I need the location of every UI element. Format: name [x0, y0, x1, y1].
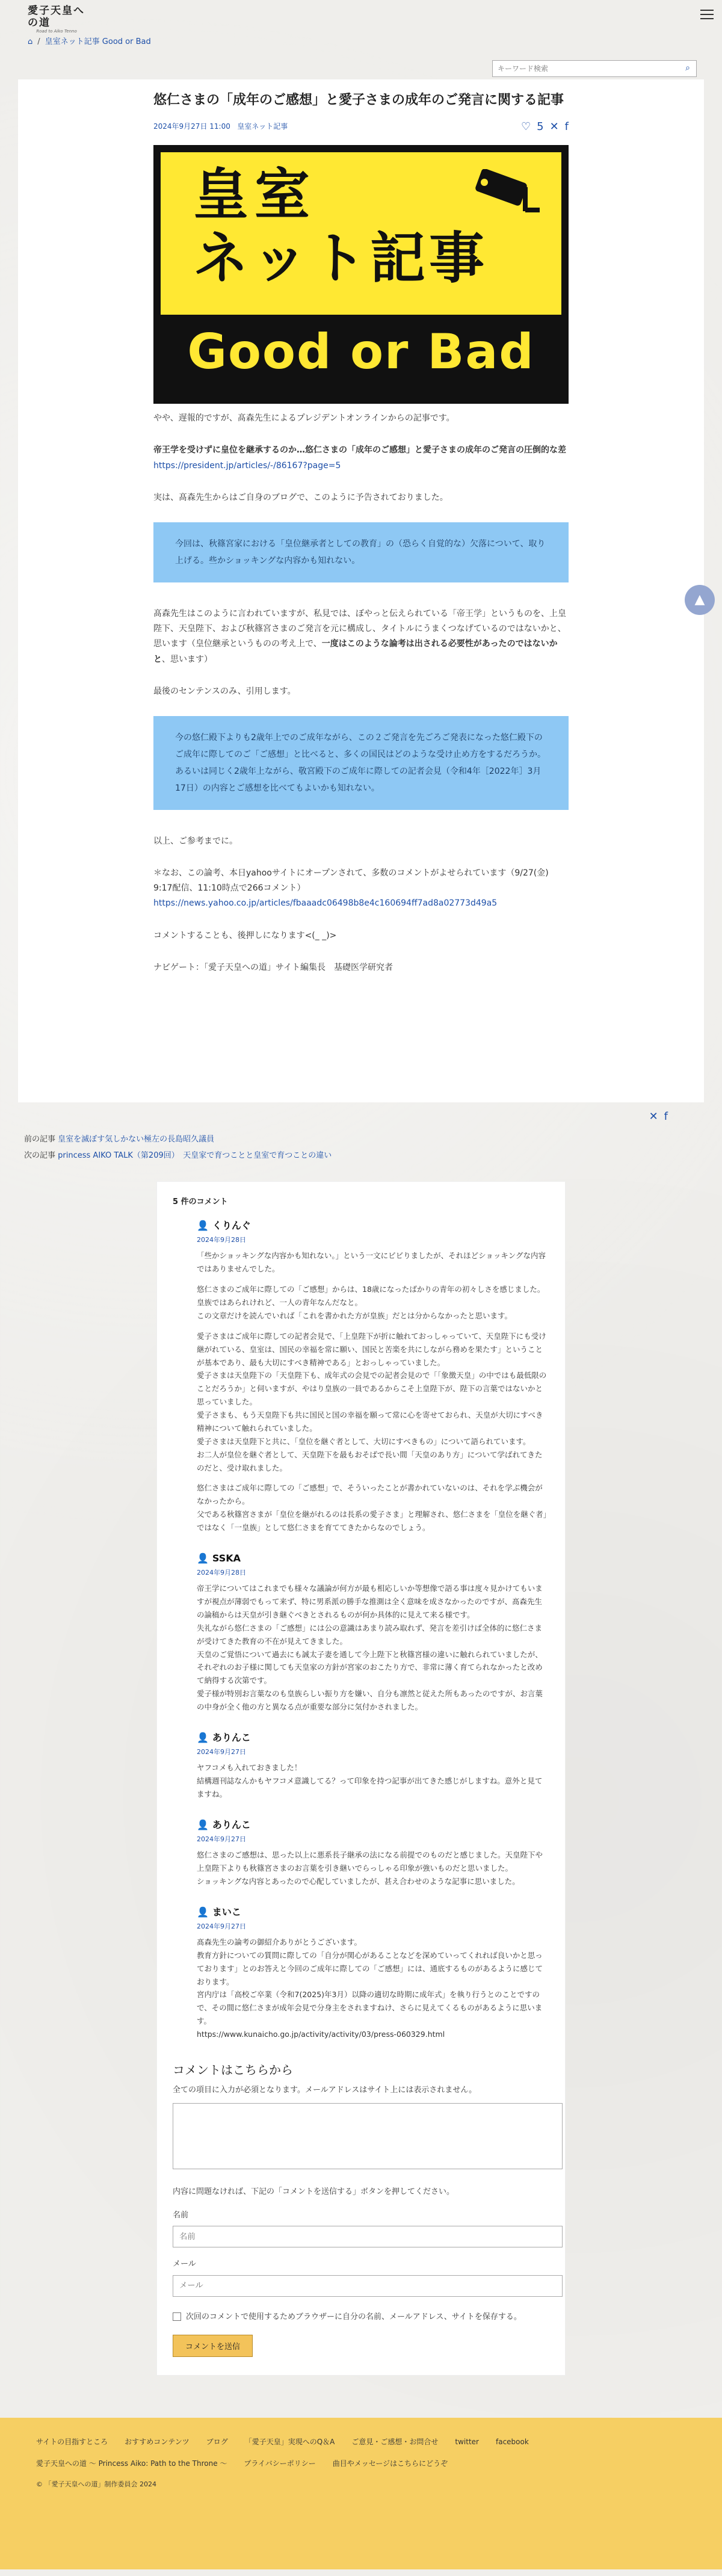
- post-category[interactable]: 皇室ネット記事: [237, 122, 288, 131]
- user-icon: 👤: [197, 1220, 209, 1232]
- president-link[interactable]: https://president.jp/articles/-/86167?page=5: [153, 460, 341, 471]
- copyright: © 「愛子天皇への道」制作委員会 2024: [36, 2480, 156, 2489]
- eyecatch-line1: 皇室: [193, 162, 316, 227]
- camera-icon: [471, 169, 543, 217]
- twitter-icon[interactable]: ✕: [649, 1110, 658, 1123]
- comment-author: 👤 まいこ: [197, 1904, 549, 1921]
- facebook-icon[interactable]: f: [564, 120, 569, 133]
- logo-title: 愛子天皇への道: [28, 5, 85, 29]
- comment-author: 👤 ありんこ: [197, 1729, 549, 1746]
- user-icon: 👤: [197, 1731, 209, 1743]
- comment-date[interactable]: 2024年9月27日: [197, 1747, 246, 1756]
- comment-author: 👤 くりんぐ: [197, 1217, 549, 1234]
- footer-link[interactable]: サイトの目指すところ: [36, 2438, 108, 2447]
- share-icons: [521, 117, 569, 137]
- footer-links-secondary: [36, 2457, 698, 2471]
- prev-post-link[interactable]: 皇室を滅ぼす気しかない極左の長島昭久議員: [58, 1135, 215, 1144]
- search-icon[interactable]: ⌕: [685, 63, 690, 73]
- comment-textarea[interactable]: [173, 2103, 563, 2169]
- comments-list: [173, 1217, 549, 2041]
- comment-text: 悠仁さまのご感想は、思った以上に悪系長子継承の法になる前提でのものだと感じました。天皇陛下や上皇陛下よりも秋篠宮さまのお言葉を引き継いでらっしゃる印象が強いものだと思いました。 ショッキングな内容とあったので心配していましたが、甚え合わせのような記事に思いました。: [197, 1850, 543, 1886]
- post-navigation: [24, 1132, 722, 1163]
- paragraph: やや、遅報的ですが、髙森先生によるプレジデントオンラインからの記事です。: [153, 413, 455, 424]
- comment: [197, 1729, 549, 1801]
- footer-link[interactable]: プライバシーポリシー: [244, 2459, 316, 2468]
- reply-note: 全ての項目に入力が必須となります。メールアドレスはサイト上には表示されません。: [173, 2085, 477, 2095]
- eyecatch-image: [153, 145, 569, 404]
- bottom-share-icons: [649, 1107, 668, 1126]
- comment-text: 悠仁さまはご成年に際しての「ご感想」で、そういったことが書かれていないのは、それを学ぶ機会がなかったから。 父である秋篠宮さまが「皇位を継がれるのは長系の愛子さま」と理解され、悠仁さまを「皇位を継ぐ者」ではなく「一皇族」として悠仁さまを育ててきたからなのでしょう。: [197, 1483, 548, 1533]
- paragraph: 実は、髙森先生からはご自身のブログで、このように予告されておりました。: [153, 492, 448, 502]
- comment-text: 愛子さまはご成年に際しての記者会見で、「上皇陛下が折に触れておっしゃっていて、天皇陛下にも受け継がれている、皇室は、国民の幸福を常に願い、国民と苦楽を共にしながら務めを果たす」ということが基本であり、最も大切にすべき精神である」とおっしゃっていました。 愛子さまは天皇陛下の「天皇陛下も、成年式の会見での記者会見ので「「象徴天皇」の中ではも最低限のことだろうか」と伺いますが、やはり皇族の一員であるからこそ上皇陛下が、陛下の言葉ではないかと思っていました。 愛子さまも、もう天皇陛下も共に国民と国の幸福を願って常に心を寄せておられ、天皇が大切にすべき精神について触れられていました。 愛子さまは天皇陛下と共に、「皇位を継ぐ者として、大切にすべきもの」について語られています。 お二人が皇位を継ぐ者として、天皇陛下を最もおそばで長い間「天皇のあり方」について学ばれてきたのだと、受け取れました。: [197, 1331, 547, 1472]
- quote-box: 今の悠仁殿下よりも2歳年上でのご成年ながら、この２ご発言を先ごろご発表になった悠仁殿下のご成年に際してのご「ご感想」と比べると、多くの国民はどのような受け止め方をするだろうか。あるいは同じく2歳年上ながら、敬宮殿下のご成年に際しての記者会見（令和4年［2022年］3月17日）の内容とご感想を比べてもよいかも知れない。: [153, 716, 569, 810]
- next-label: 次の記事: [24, 1151, 56, 1161]
- comment-text: 「些かショッキングな内容かも知れない。」という一文にビビりましたが、それほどショッキングな内容ではありませんでした。: [197, 1251, 546, 1274]
- comment-date[interactable]: 2024年9月27日: [197, 1835, 246, 1843]
- comment-text: 髙森先生の論考の御紹介ありがとうございます。 教育方針についての質問に際しての「自分が関心があることなどを深めていってくれれば良いかと思っております」とのお答えと今回のご成年に際しての「ご感想」には、通底するものがあるように感じております。 宮内庁は「高校ご卒業（令和7(2025)年3月）以降の適切な時期に成年式」を執り行うとのことですので、その間に悠仁さまが成年会見で分身主をされますねけ、さらに見えてくるものがあるように思います。 https://www.kunaicho.go.jp/activity/activity/03/press-060329.html: [197, 1937, 543, 2039]
- post-date: 2024年9月27日 11:00: [153, 122, 230, 131]
- site-header: [0, 0, 722, 46]
- save-info-label: 次回のコメントで使用するためブラウザーに自分の名前、メールアドレス、サイトを保存する。: [186, 2312, 522, 2321]
- site-footer: [0, 2418, 722, 2569]
- email-input[interactable]: [173, 2275, 563, 2297]
- article: [18, 79, 705, 1123]
- footer-link[interactable]: 「愛子天皇」実現へのQ＆A: [244, 2438, 335, 2447]
- comment-date[interactable]: 2024年9月27日: [197, 1922, 246, 1930]
- comment: [197, 1817, 549, 1888]
- facebook-icon[interactable]: f: [664, 1110, 668, 1123]
- like-count: 5: [537, 120, 544, 133]
- comment-date[interactable]: 2024年9月28日: [197, 1236, 246, 1244]
- footer-links: [36, 2436, 698, 2449]
- submit-comment-button[interactable]: コメントを送信: [173, 2335, 253, 2357]
- paragraph: コメントすることも、後押しになります<(_ _)>: [153, 930, 337, 941]
- post-body: [153, 411, 569, 975]
- eyecatch-line2: ネット記事: [193, 226, 489, 291]
- twitter-icon[interactable]: ✕: [549, 120, 559, 133]
- quote-box: 今回は、秋篠宮家における「皇位継承者としての教育」の（恐らく自覚的な）欠落について、取り上げる。些かショッキングな内容かも知れない。: [153, 522, 569, 582]
- save-info-checkbox[interactable]: [173, 2312, 181, 2321]
- yahoo-link[interactable]: https://news.yahoo.co.jp/articles/fbaaadc06498b8e4c160694ff7ad8a02773d49a5: [153, 898, 498, 909]
- comment-text: 悠仁さまのご成年に際しての「ご感想」からは、18歳になったばかりの青年の初々しさを感じました。 皇族ではあられけれど、一人の青年なんだなと。 この文章だけを読んでいれば「これを書かれた方が皇族」だとは分からなかったと思います。: [197, 1285, 545, 1320]
- paragraph: 最後のセンテンスのみ、引用します。: [153, 686, 296, 696]
- site-logo[interactable]: [28, 5, 85, 34]
- post-meta: [153, 117, 569, 137]
- home-icon[interactable]: ⌂: [28, 37, 33, 46]
- name-input[interactable]: [173, 2226, 563, 2247]
- footer-link[interactable]: 愛子天皇への道 〜 Princess Aiko: Path to the Throne 〜: [36, 2459, 227, 2468]
- email-label: メール: [173, 2259, 196, 2269]
- scroll-top-button[interactable]: ▲: [685, 585, 715, 615]
- search-input[interactable]: [493, 61, 679, 76]
- paragraph: 以上、ご参考までに。: [153, 836, 238, 846]
- footer-link[interactable]: facebook: [495, 2438, 529, 2447]
- search-box: [492, 60, 697, 77]
- paragraph: ナビゲート：「愛子天皇への道」サイト編集長 基礎医学研究者: [153, 962, 393, 972]
- comment: [197, 1217, 549, 1534]
- comments-count: 5 件のコメント: [173, 1197, 228, 1206]
- comments-section: [156, 1181, 566, 2376]
- footer-link[interactable]: おすすめコンテンツ: [125, 2438, 190, 2447]
- paragraph: 髙森先生はこのように言われていますが、私見では、ぼやっと伝えられている「帝王学」というものを、上皇陛下、天皇陛下、および秋篠宮さまのご発言を元に構成し、タイトルにうまくつなげているのではないかと、思います（皇位継承というものの考え上で、一度はこのような論考は出される必要性があったのではないかと、思います）: [153, 608, 566, 664]
- logo-subtitle: Road to Aiko Tenno: [36, 28, 77, 34]
- comment-author: 👤 ありんこ: [197, 1817, 549, 1833]
- footer-link[interactable]: ブログ: [206, 2438, 228, 2447]
- comment-author: 👤 SSKA: [197, 1550, 549, 1567]
- footer-link[interactable]: ご意見・ご感想・お問合せ: [351, 2438, 439, 2447]
- breadcrumb-current[interactable]: 皇室ネット記事 Good or Bad: [45, 37, 151, 46]
- search-row: [0, 28, 722, 79]
- eyecatch-bottom-text: Good or Bad: [187, 324, 535, 380]
- user-icon: 👤: [197, 1906, 209, 1918]
- comment: [197, 1550, 549, 1714]
- comment-text: ヤフコメも入れておきました！ 結構週刊誌なんかもヤフコメ意識してる？って印象を持つ記事が出てきた感じがしますね。意外と見てますね。: [197, 1763, 543, 1799]
- prev-label: 前の記事: [24, 1135, 56, 1144]
- comment: [197, 1904, 549, 2041]
- breadcrumb-separator: /: [37, 37, 40, 46]
- article-headline: 帝王学を受けずに皇位を継承するのか…悠仁さまの「成年のご感想」と愛子さまの成年のご発言の圧倒的な差: [153, 445, 566, 456]
- confirm-note: 内容に問題なければ、下記の「コメントを送信する」ボタンを押してください。: [173, 2187, 455, 2196]
- name-label: 名前: [173, 2210, 189, 2220]
- like-icon[interactable]: ♡: [520, 120, 531, 133]
- user-icon: 👤: [197, 1552, 209, 1564]
- reply-form: [173, 2059, 549, 2357]
- comment-date[interactable]: 2024年9月28日: [197, 1568, 246, 1577]
- user-icon: 👤: [197, 1818, 209, 1830]
- paragraph: ＊なお、この論考、本日yahooサイトにオープンされて、多数のコメントがよせられています（9/27(金) 9:17配信、11:10時点で266コメント）: [153, 868, 549, 894]
- footer-link[interactable]: 曲目やメッセージはこちらにどうぞ: [332, 2459, 448, 2468]
- footer-link[interactable]: twitter: [455, 2438, 479, 2447]
- post-title: 悠仁さまの「成年のご感想」と愛子さまの成年のご発言に関する記事: [153, 93, 564, 108]
- menu-icon[interactable]: [700, 10, 714, 20]
- save-info-row: [173, 2310, 563, 2324]
- comment-text: 帝王学についてはこれまでも様々な議論が何方が最も相応しいか等想像で語る事は度々見かけてもいますが視点が薄弱でもって来ず、特に男系派の勝手な推測は全く意味を成さなかったのですが、髙森先生の論稿からは天皇が引き継ぐべきとされるものが何か具体的に見えて来る様です。 失礼ながら悠仁さまの「ご感想」には公の意識はあまり読み取れず、発言を差引けば全体的に悠仁さまが受けてきた教育の不在が見えてきました。 天皇のご覚悟について過去にも誠太子妻を通して今上陛下と秋篠宮様の違いに触れられていましたが、それぞれのお子様に関しても天皇家の方針が宮家のおこたり方で、非常に薄く育てられなかったと改めて納得する次第です。 愛子様が特別お言葉なのも皇族らしい振り方を嫌い、自分も凛然と従えた所もあったのですが、お言葉の中身が全く他の方と異なる点が重要な部分に気付かされました。: [197, 1584, 543, 1712]
- next-post-link[interactable]: princess AIKO TALK（第209回） 天皇家で育つことと皇室で育つことの違い: [58, 1151, 332, 1161]
- reply-title: コメントはこちらから: [173, 2062, 293, 2077]
